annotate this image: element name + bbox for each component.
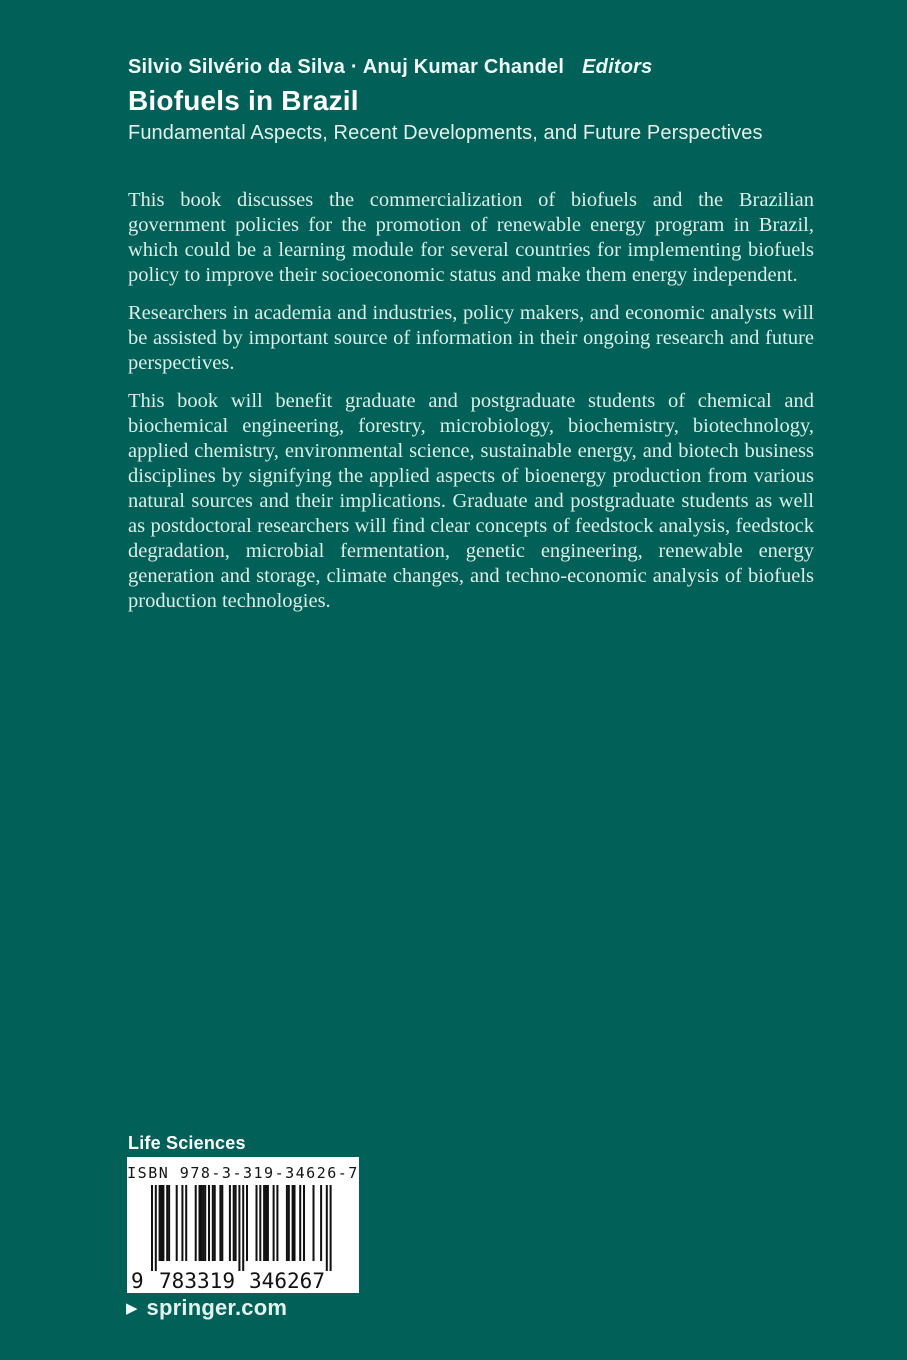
isbn-barcode-box <box>127 1157 359 1293</box>
barcode-digit-right-group: 346267 <box>249 1269 325 1291</box>
blurb-paragraph-3: This book will benefit graduate and postgraduate students of chemical and biochemical engineering, forestry, microbiology, biochemistry, biotechnology, applied chemistry, environmental science, sustainable energy, and biotech business disciplines by signifying the applied aspects of bioenergy production from various natural sources and their implications. Graduate and postgraduate students as well as postdoctoral researchers will find clear concepts of feedstock analysis, feedstock degradation, microbial fermentation, genetic engineering, renewable energy generation and storage, climate changes, and techno-economic analysis of biofuels production technologies. <box>128 390 814 612</box>
springer-arrow-icon: ▶ <box>126 1299 138 1317</box>
editors-names: Silvio Silvério da Silva · Anuj Kumar Chandel <box>128 56 565 78</box>
isbn-text: ISBN 978-3-319-34626-7 <box>127 1164 359 1182</box>
barcode-digit-first: 9 <box>131 1269 144 1291</box>
barcode-bars <box>151 1185 332 1271</box>
editors-label: Editors <box>582 56 653 78</box>
series-label: Life Sciences <box>128 1133 246 1153</box>
ean13-barcode <box>127 1183 359 1291</box>
book-title: Biofuels in Brazil <box>128 85 359 116</box>
cover-header <box>128 56 828 145</box>
barcode-digit-left-group: 783319 <box>159 1269 235 1291</box>
springer-label: springer.com <box>146 1295 288 1320</box>
blurb-paragraph-1: This book discusses the commercialization of biofuels and the Brazilian government policies for the promotion of renewable energy program in Brazil, which could be a learning module for several countries for implementing biofuels policy to improve their socioeconomic status and make them energy independent. <box>128 189 814 286</box>
blurb-paragraph-2: Researchers in academia and industries, policy makers, and economic analysts will be assisted by important source of information in their ongoing research and future perspectives. <box>128 302 814 374</box>
book-subtitle: Fundamental Aspects, Recent Developments, and Future Perspectives <box>128 122 763 144</box>
back-cover-blurb <box>128 188 814 627</box>
springer-logo <box>126 1295 287 1321</box>
editors-line <box>128 56 828 79</box>
